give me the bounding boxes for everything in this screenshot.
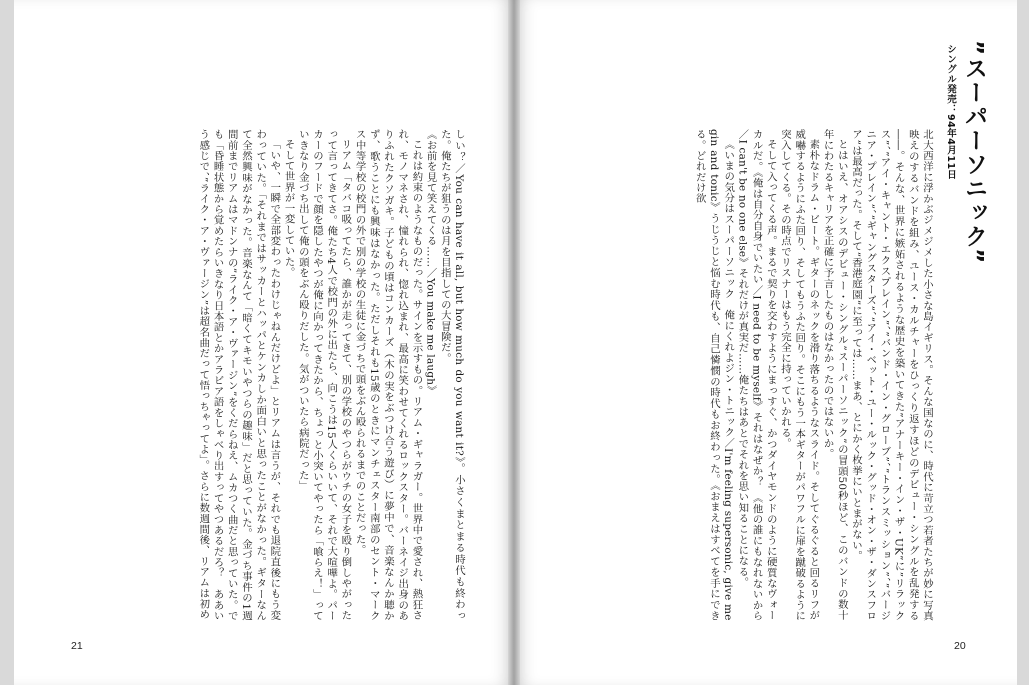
paragraph: リアム「タバコ吸ってたら、誰かが走ってきて、別の学校のやつらがウチの女子を殴り倒しやがったって言ってきてさ。俺たち4人で校門の外に出たら、向こうは15人くらいいて、それで大喧嘩よ。パーカーのフードで顔を隠したやつが俺に向かってきたから、ちょっと小突いてやったら「喰らえ！」っていきなり金づち出して俺の頭をぶん殴りだした。気がついたら病院だった」 — [296, 129, 352, 621]
song-title: ”スーパーソニック” — [961, 40, 987, 265]
paragraph: 北大西洋に浮かぶジメジメした小さな島イギリス。そんな国なのに、時代に苛立つ若者たちが妙に写真映えのするバンドを組み、ユース・カルチャーをひっくり返すほどのデビュー・シングルを乱発する――。そんな、世界に嫉妬されるような歴史を築いてきた”アナーキー・イン・ザ・UK”に”リラックス”、”アイ・キャント・エクスプレイン”、”バンド・イン・グローブ”、”トランスミッション”、”バージニア・プレイン”、”ギャングスターズ”、”アイ・ベット・ユー・ルック・グッド・オン・ザ・ダンスフロア”は最高だった。そして”香港庭園”に至っては……まあ、とにかく枚挙にいとまがない。 — [849, 129, 933, 621]
paragraph: そして入ってくる声。まるで契りを交わすようにまっすぐ、かつダイヤモンドのように硬質なヴォーカルだ。《俺は自分自身でいたい／I need to be myself》それはなぜか？ 《他の誰にもなれないから／I can't be no one else》それだけが真実だ……俺たちはあとでそれを思い知ることになる。 — [736, 129, 777, 621]
paragraph: これは約束のようなものだった。サインを示すもの。リアム・ギャラガー。世界中で愛され、熱狂され、モノマネされ、憧れられ、惚れ込まれ、最高に笑わせてくれるロックスター。バーネイジ出身のありふれたクソガキ。子どもの頃はコンカーズ（木の実をぶつけ合う遊び）に夢中で、音楽なんか聴かず、歌うことにも興味はなかった。ただしそれも15歳のときにマンチェスター南部のセント・マークス中等学校の校門の外で別の学校の生徒に金づちで頭をぶん殴られるまでのことだった。 — [353, 129, 423, 621]
paragraph: 《お前を見て笑えてくる……／You make me laugh》 — [424, 129, 437, 396]
book-gutter — [508, 0, 520, 685]
left-page-body — [74, 129, 466, 621]
paragraph: 素朴なドラム・ビート。ギターのネックを滑り落ちるようなスライド。そしてぐるぐると回るリフが威嚇するようにふた回り、そしてもうふた回り。そこにもう一本ギターがパワフルに扉を蹴破るように突入してくる。その時点でリスナーはもう完全に持っていかれる。 — [778, 129, 820, 621]
right-page-body — [592, 129, 934, 621]
paragraph: 《いまの気分はスーパーソニック 俺にくれよジン・トニック／I'm feeling supersonic, give me gin and tonic》うじうじと悩む時代も、自己憐憫の時代もお終わった。《おまえはすべてを手にできる。どれだけ欲 — [693, 129, 735, 621]
page-number: 21 — [71, 640, 83, 652]
paragraph: しい？／You can have it all, but how much do you want it?》。小さくまとまる時代も終わった。俺たちが狙うのは月を目指しての大冒険だ。 — [438, 129, 465, 621]
page-number: 20 — [954, 640, 966, 652]
paragraph: とはいえ、オアシスのデビュー・シングル”スーパーソニック”の冒頭50秒ほど、このバンドの数十年にわたるキャリアを正確に予言したものはなかったのではないか。 — [821, 129, 848, 621]
left-page — [14, 0, 514, 685]
song-release-date: シングル発売：94年4月11日 — [945, 44, 956, 180]
paragraph: そして世界が一変していた。 — [282, 139, 295, 278]
paragraph: 「いや、一瞬で全部変わったわけじゃねんだけどよ」とリアムは言うが、それでも退院直後にもう変わっていた。「それまではサッカーとハッパとケンカしか面白いと思ったことがなかった。ギターなんて全然興味がなかった。音楽なんて「暗くてキモいやつらの趣味」だと思っていた。金づち事件の1週間前までリアムはマドンナの”ライク・ア・ヴァージン”をくだらねえ、ムカつく曲だと思っていた。でも「昏睡状態から覚めたらいきなり日本語とかアラビア語をしゃべり出すってやつあるだろ？ ああいう感じで、”ライク・ア・ヴァージン”は超名曲だって悟っちゃってよ」。さらに数週間後、リアムは初め — [197, 129, 281, 621]
right-page — [514, 0, 1017, 685]
